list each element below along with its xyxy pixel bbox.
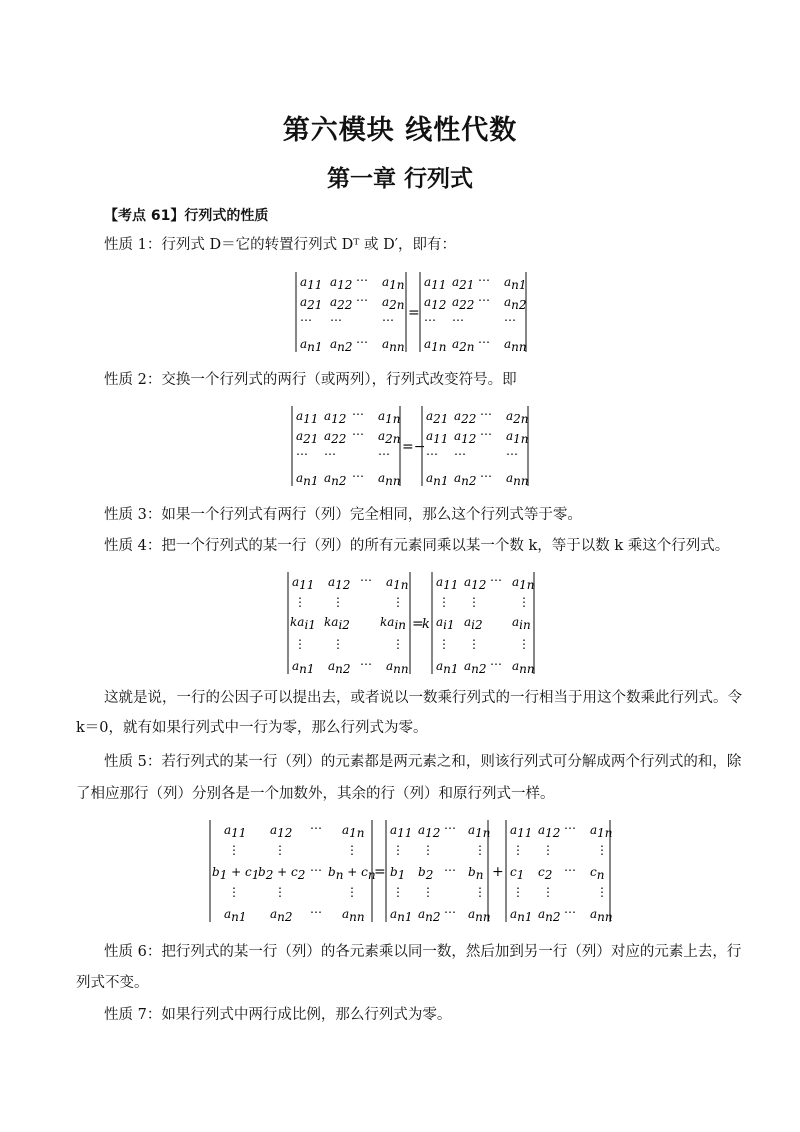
svg-text:⋯: ⋯ [564, 863, 576, 877]
svg-text:⋯: ⋯ [444, 821, 456, 835]
svg-text:ann: ann [342, 907, 365, 924]
svg-text:⋮: ⋮ [468, 637, 480, 651]
chapter-title: 第一章 行列式 [326, 166, 473, 192]
svg-text:⋮: ⋮ [422, 885, 434, 899]
matrix-property-2 [288, 402, 533, 490]
property-1-label: 性质 1： [104, 237, 162, 253]
svg-text:b1 + c1: b1 + c1 [212, 865, 260, 882]
svg-text:⋯: ⋯ [356, 335, 368, 349]
svg-text:⋯: ⋯ [356, 293, 368, 307]
svg-text:a11: a11 [510, 823, 533, 840]
svg-text:a11: a11 [296, 409, 319, 426]
svg-text:an1: an1 [296, 471, 319, 488]
svg-text:⋮: ⋮ [474, 885, 486, 899]
svg-text:a11: a11 [224, 823, 247, 840]
svg-text:ann: ann [378, 471, 401, 488]
svg-text:an1: an1 [436, 659, 459, 676]
svg-text:an2: an2 [464, 659, 487, 676]
section-heading: 【考点 61】行列式的性质 [104, 208, 269, 224]
svg-text:an2: an2 [330, 337, 353, 354]
svg-text:⋮: ⋮ [518, 637, 530, 651]
svg-text:⋯: ⋯ [480, 407, 492, 421]
property-2-text: 交换一个行列式的两行（或两列），行列式改变符号。即 [161, 372, 517, 388]
svg-text:b1: b1 [390, 865, 406, 882]
svg-text:a2n: a2n [452, 337, 475, 354]
svg-text:an1: an1 [426, 471, 449, 488]
svg-text:⋮: ⋮ [438, 595, 450, 609]
svg-text:⋮: ⋮ [332, 637, 344, 651]
svg-text:⋯: ⋯ [504, 313, 516, 327]
svg-text:b2 + c2: b2 + c2 [258, 865, 306, 882]
matrix-property-4 [284, 568, 540, 678]
svg-text:a11: a11 [390, 823, 413, 840]
scalar-k: k [422, 617, 430, 632]
negative-equals-sign: =− [402, 439, 426, 455]
svg-text:a11: a11 [424, 275, 447, 292]
svg-text:⋮: ⋮ [542, 843, 554, 857]
svg-text:⋯: ⋯ [454, 447, 466, 461]
matrix-property-5 [206, 816, 616, 926]
property-4-note-line1: 这就是说，一行的公因子可以提出去，或者说以一数乘行列式的一行相当于用这个数乘此行列式。令 [104, 690, 742, 706]
svg-text:a1n: a1n [386, 575, 409, 592]
svg-text:⋯: ⋯ [444, 863, 456, 877]
svg-text:a12: a12 [418, 823, 441, 840]
plus-sign: + [492, 864, 504, 880]
svg-text:⋮: ⋮ [392, 637, 404, 651]
svg-text:⋮: ⋮ [346, 885, 358, 899]
svg-text:ann: ann [512, 659, 535, 676]
svg-text:kai2: kai2 [324, 615, 350, 632]
svg-text:⋯: ⋯ [452, 313, 464, 327]
svg-text:⋮: ⋮ [596, 843, 608, 857]
svg-text:⋯: ⋯ [330, 313, 342, 327]
svg-text:a22: a22 [330, 295, 353, 312]
svg-text:⋮: ⋮ [512, 885, 524, 899]
svg-text:ai1: ai1 [436, 615, 455, 632]
svg-text:a11: a11 [300, 275, 323, 292]
svg-text:⋮: ⋮ [438, 637, 450, 651]
svg-text:⋯: ⋯ [356, 273, 368, 287]
svg-text:⋮: ⋮ [294, 637, 306, 651]
svg-text:⋯: ⋯ [478, 273, 490, 287]
svg-text:a2n: a2n [382, 295, 405, 312]
property-6-line2: 列式不变。 [76, 975, 149, 991]
property-3-text: 如果一个行列式有两行（列）完全相同，那么这个行列式等于零。 [161, 507, 582, 523]
svg-text:a1n: a1n [424, 337, 447, 354]
svg-text:⋮: ⋮ [228, 843, 240, 857]
svg-text:a12: a12 [424, 295, 447, 312]
svg-text:⋮: ⋮ [228, 885, 240, 899]
svg-text:an2: an2 [324, 471, 347, 488]
svg-text:⋯: ⋯ [424, 313, 436, 327]
property-1 [104, 235, 456, 255]
svg-text:⋮: ⋮ [468, 595, 480, 609]
svg-text:⋮: ⋮ [294, 595, 306, 609]
svg-text:ann: ann [506, 471, 529, 488]
svg-text:c2: c2 [538, 865, 553, 882]
svg-text:⋯: ⋯ [352, 427, 364, 441]
svg-text:⋯: ⋯ [352, 407, 364, 421]
svg-text:⋮: ⋮ [274, 843, 286, 857]
svg-text:⋯: ⋯ [478, 335, 490, 349]
svg-text:an2: an2 [504, 295, 527, 312]
svg-text:ai2: ai2 [464, 615, 483, 632]
equals-sign: = [408, 305, 420, 321]
svg-text:an2: an2 [538, 907, 561, 924]
svg-text:an2: an2 [270, 907, 293, 924]
property-3 [104, 505, 582, 525]
svg-text:⋯: ⋯ [490, 657, 502, 671]
equals-sign: = [374, 864, 386, 880]
svg-text:⋯: ⋯ [564, 905, 576, 919]
property-4 [104, 536, 729, 556]
svg-text:a22: a22 [452, 295, 475, 312]
svg-text:kain: kain [380, 615, 407, 632]
svg-text:an2: an2 [418, 907, 441, 924]
svg-text:a2n: a2n [506, 409, 529, 426]
svg-text:⋯: ⋯ [480, 469, 492, 483]
svg-text:a12: a12 [454, 429, 477, 446]
svg-text:an1: an1 [504, 275, 527, 292]
svg-text:an2: an2 [328, 659, 351, 676]
svg-text:a1n: a1n [382, 275, 405, 292]
svg-text:⋮: ⋮ [474, 843, 486, 857]
property-6-label: 性质 6： [104, 944, 162, 960]
svg-text:⋯: ⋯ [300, 313, 312, 327]
svg-text:a21: a21 [426, 409, 449, 426]
property-2-label: 性质 2： [104, 372, 162, 388]
svg-text:a22: a22 [324, 429, 347, 446]
svg-text:a21: a21 [300, 295, 323, 312]
svg-text:a12: a12 [270, 823, 293, 840]
svg-text:a12: a12 [464, 575, 487, 592]
svg-text:a1n: a1n [590, 823, 613, 840]
svg-text:⋮: ⋮ [512, 843, 524, 857]
svg-text:⋯: ⋯ [296, 447, 308, 461]
svg-text:c1: c1 [510, 865, 525, 882]
svg-text:⋯: ⋯ [480, 427, 492, 441]
svg-text:a12: a12 [330, 275, 353, 292]
svg-text:an1: an1 [292, 659, 315, 676]
property-6-text: 把行列式的某一行（列）的各元素乘以同一数，然后加到另一行（列）对应的元素上去，行 [161, 944, 742, 960]
svg-text:ann: ann [468, 907, 491, 924]
svg-text:a11: a11 [426, 429, 449, 446]
svg-text:⋯: ⋯ [360, 657, 372, 671]
svg-text:a21: a21 [452, 275, 475, 292]
property-5-text: 若行列式的某一行（列）的元素都是两元素之和，则该行列式可分解成两个行列式的和，除 [161, 754, 742, 770]
property-2 [104, 370, 517, 390]
property-4-note-line2: k＝0，就有如果行列式中一行为零，那么行列式为零。 [76, 720, 428, 736]
svg-text:⋯: ⋯ [352, 469, 364, 483]
svg-text:⋯: ⋯ [444, 905, 456, 919]
svg-text:⋮: ⋮ [596, 885, 608, 899]
svg-text:an1: an1 [300, 337, 323, 354]
svg-text:⋯: ⋯ [426, 447, 438, 461]
property-6-line1 [104, 942, 741, 962]
svg-text:⋯: ⋯ [564, 821, 576, 835]
property-5-label: 性质 5： [104, 754, 162, 770]
svg-text:⋮: ⋮ [422, 843, 434, 857]
svg-text:⋮: ⋮ [542, 885, 554, 899]
svg-text:a12: a12 [324, 409, 347, 426]
svg-text:⋯: ⋯ [506, 447, 518, 461]
property-7-text: 如果行列式中两行成比例，那么行列式为零。 [161, 1007, 452, 1023]
svg-text:⋮: ⋮ [274, 885, 286, 899]
svg-text:⋮: ⋮ [392, 843, 404, 857]
svg-text:⋯: ⋯ [310, 905, 322, 919]
svg-text:⋯: ⋯ [310, 863, 322, 877]
svg-text:a12: a12 [538, 823, 561, 840]
property-1-text: 行列式 D＝它的转置行列式 Dᵀ 或 D′，即有： [161, 237, 457, 253]
svg-text:a1n: a1n [378, 409, 401, 426]
svg-text:⋯: ⋯ [478, 293, 490, 307]
svg-text:⋯: ⋯ [324, 447, 336, 461]
property-5-line1 [104, 752, 741, 772]
property-3-label: 性质 3： [104, 507, 162, 523]
svg-text:ann: ann [504, 337, 527, 354]
svg-text:⋯: ⋯ [378, 447, 390, 461]
svg-text:⋮: ⋮ [518, 595, 530, 609]
page-title: 第六模块 线性代数 [282, 115, 518, 146]
svg-text:a2n: a2n [378, 429, 401, 446]
svg-text:ann: ann [590, 907, 613, 924]
svg-text:⋮: ⋮ [332, 595, 344, 609]
svg-text:⋯: ⋯ [360, 573, 372, 587]
property-7-label: 性质 7： [104, 1007, 162, 1023]
svg-text:a1n: a1n [342, 823, 365, 840]
svg-text:a1n: a1n [506, 429, 529, 446]
svg-text:an1: an1 [390, 907, 413, 924]
svg-text:a11: a11 [292, 575, 315, 592]
property-4-text: 把一个行列式的某一行（列）的所有元素同乘以某一个数 k，等于以数 k 乘这个行列式。 [161, 538, 730, 554]
svg-text:ann: ann [382, 337, 405, 354]
svg-text:ain: ain [512, 615, 531, 632]
svg-text:ann: ann [386, 659, 409, 676]
svg-text:⋮: ⋮ [392, 885, 404, 899]
svg-text:bn + cn: bn + cn [328, 865, 376, 882]
svg-text:cn: cn [590, 865, 605, 882]
equals-sign: = [412, 616, 424, 632]
svg-text:⋮: ⋮ [392, 595, 404, 609]
property-4-label: 性质 4： [104, 538, 162, 554]
svg-text:b2: b2 [418, 865, 434, 882]
svg-text:an1: an1 [224, 907, 247, 924]
svg-text:a1n: a1n [512, 575, 535, 592]
svg-text:a12: a12 [328, 575, 351, 592]
svg-text:a11: a11 [436, 575, 459, 592]
svg-text:⋯: ⋯ [310, 821, 322, 835]
svg-text:a1n: a1n [468, 823, 491, 840]
svg-text:an2: an2 [454, 471, 477, 488]
svg-text:a21: a21 [296, 429, 319, 446]
svg-text:bn: bn [468, 865, 484, 882]
svg-text:⋮: ⋮ [346, 843, 358, 857]
matrix-property-1 [292, 268, 532, 356]
property-7 [104, 1005, 451, 1025]
svg-text:⋯: ⋯ [382, 313, 394, 327]
svg-text:an1: an1 [510, 907, 533, 924]
svg-text:kai1: kai1 [290, 615, 316, 632]
property-5-line2: 了相应那行（列）分别各是一个加数外，其余的行（列）和原行列式一样。 [76, 786, 555, 802]
svg-text:⋯: ⋯ [490, 573, 502, 587]
svg-text:a22: a22 [454, 409, 477, 426]
